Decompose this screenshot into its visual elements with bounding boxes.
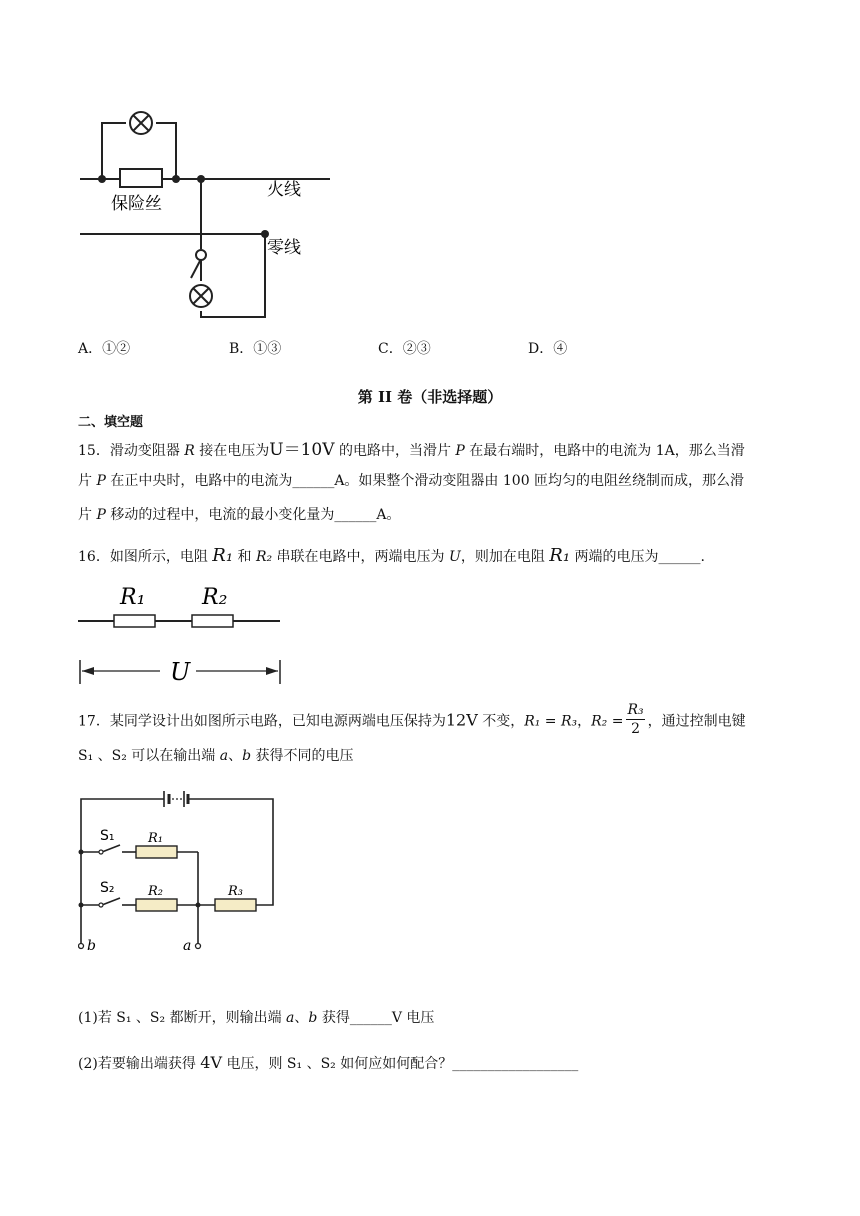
live-wire-label: 火线 [267,180,301,200]
terminal-a [196,944,201,949]
resistor-r1 [136,846,177,858]
q15-line-3: 片 P 移动的过程中，电流的最小变化量为______A。 [78,507,401,523]
option-c[interactable]: C．②③ [378,341,431,357]
q17-line-2: S₁ 、S₂ 可以在输出端 a、b 获得不同的电压 [78,748,354,764]
resistor-r2 [136,899,177,911]
lamp-icon-lower [190,285,212,307]
switch-contact [196,250,206,260]
u-label: U [170,658,191,686]
option-d[interactable]: D．④ [528,341,568,357]
a-terminal-label: a [183,938,192,954]
r1-label: R₁ [120,585,146,610]
fraction-r3-over-2: $\frac{\text{R₃}}{2}$ [627,702,644,737]
q15-line-2: 片 P 在正中央时，电路中的电流为______A。如果整个滑动变阻器由 100 匝均匀的电阻丝绕制而成，那么滑 [78,473,745,489]
arrow-left-icon [82,667,94,675]
resistor-r3 [215,899,256,911]
option-a[interactable]: A．①② [78,341,131,357]
fuse-resistor [120,169,162,187]
r3-label: R₃ [228,884,243,899]
switch-circuit-figure [78,790,283,955]
q17-sub-1: (1)若 S₁ 、S₂ 都断开，则输出端 a、b 获得______V 电压 [78,1010,435,1026]
formula-u-10v: U＝10V [269,440,335,460]
series-resistors-figure [78,580,288,686]
resistor-r2 [192,615,233,627]
q17-sub-2: (2)若要输出端获得 4V 电压，则 S₁ 、S₂ 如何应如何配合？__________________ [78,1053,579,1072]
battery-icon [164,791,188,807]
fuse-label: 保险丝 [111,194,162,214]
answer-blank[interactable]: __________________ [452,1056,579,1072]
r2-label: R₂ [202,585,228,610]
r1-label: R₁ [148,831,163,846]
resistor-r1 [114,615,155,627]
s1-label: S₁ [100,828,115,844]
q15-line-1: 15．滑动变阻器 R 接在电压为U＝10V 的电路中，当滑片 P 在最右端时，电路中的电流为 1A，那么当滑 [78,440,745,460]
s2-label: S₂ [100,880,115,896]
option-b[interactable]: B．①③ [229,341,282,357]
household-circuit-figure [70,95,350,330]
subsection-title: 二、填空题 [78,415,144,430]
r2-label: R₂ [148,884,163,899]
neutral-wire-label: 零线 [267,238,301,258]
q16-text: 16．如图所示，电阻 R₁ 和 R₂ 串联在电路中，两端电压为 U，则加在电阻 R₁ 两端的电压为______. [78,545,705,566]
b-terminal-label: b [87,938,96,954]
section-title: 第 II 卷（非选择题） [357,388,503,406]
terminal-b [79,944,84,949]
lamp-icon-upper [130,112,152,134]
arrow-right-icon [266,667,278,675]
q17-line-1: 17．某同学设计出如图所示电路，已知电源两端电压保持为12V 不变，R₁ = R₃，R₂ = $\frac{\text{R₃}}{2}$ ，通过控制电键 [78,702,746,737]
